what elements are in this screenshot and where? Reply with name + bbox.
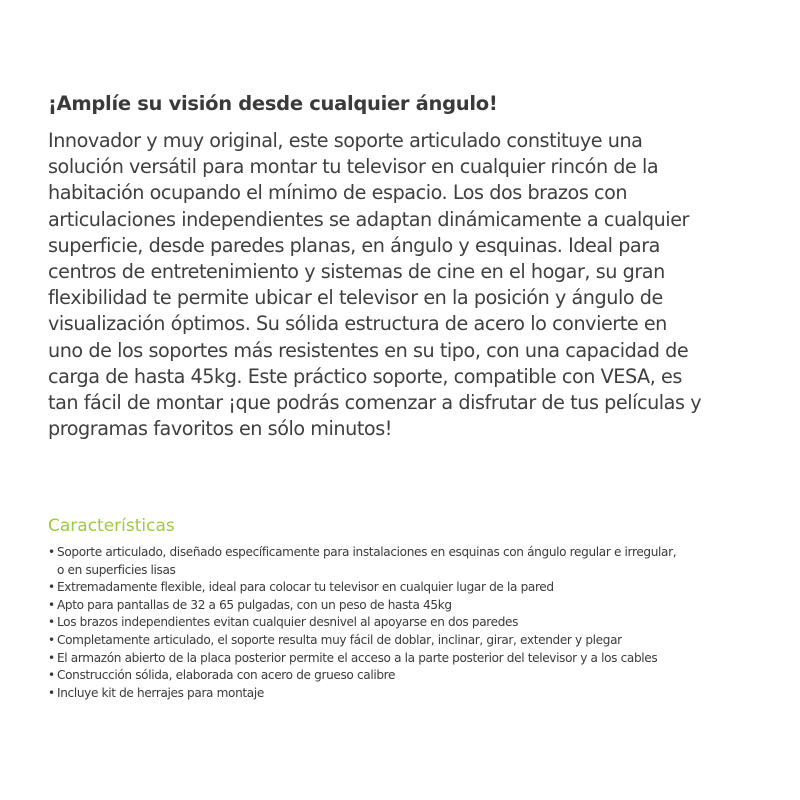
feature-item — [48, 614, 768, 632]
feature-text-continuation: o en superficies lisas — [57, 562, 176, 577]
intro-line: visualización óptimos. Su sólida estructura de acero lo convierte en — [48, 312, 667, 336]
intro-line: solución versátil para montar tu televisor en cualquier rincón de la — [48, 155, 659, 179]
bullet: • — [48, 580, 55, 595]
intro-paragraph — [48, 128, 760, 442]
bullet: • — [48, 668, 55, 683]
feature-item — [48, 650, 768, 668]
feature-item — [48, 544, 768, 579]
bullet: • — [48, 597, 55, 612]
intro-line: programas favoritos en sólo minutos! — [48, 417, 393, 441]
feature-text: Completamente articulado, el soporte resulta muy fácil de doblar, inclinar, girar, extender y plegar — [57, 632, 622, 647]
intro-line: centros de entretenimiento y sistemas de cine en el hogar, su gran — [48, 260, 665, 284]
feature-text: Apto para pantallas de 32 a 65 pulgadas, con un peso de hasta 45kg — [57, 597, 452, 612]
bullet: • — [48, 545, 55, 559]
product-description — [48, 0, 778, 800]
feature-text: Incluye kit de herrajes para montaje — [57, 685, 264, 700]
intro-line: flexibilidad te permite ubicar el televisor en la posición y ángulo de — [48, 286, 663, 310]
bullet: • — [48, 615, 55, 630]
feature-text: Construcción sólida, elaborada con acero de grueso calibre — [57, 668, 396, 683]
intro-line: habitación ocupando el mínimo de espacio. Los dos brazos con — [48, 181, 628, 205]
features-list — [48, 544, 768, 702]
feature-text: El armazón abierto de la placa posterior permite el acceso a la parte posterior del televisor y a los cables — [57, 650, 658, 665]
intro-line: articulaciones independientes se adaptan dinámicamente a cualquier — [48, 207, 689, 231]
feature-text: Extremadamente flexible, ideal para colocar tu televisor en cualquier lugar de la pared — [57, 580, 554, 595]
intro-line: uno de los soportes más resistentes en su tipo, con una capacidad de — [48, 338, 689, 362]
features-title: Características — [48, 516, 175, 536]
feature-item — [48, 667, 768, 685]
intro-line: superficie, desde paredes planas, en ángulo y esquinas. Ideal para — [48, 233, 660, 257]
feature-text: Los brazos independientes evitan cualquier desnivel al apoyarse en dos paredes — [57, 615, 519, 630]
feature-item — [48, 597, 768, 615]
intro-line: tan fácil de montar ¡que podrás comenzar a disfrutar de tus películas y — [48, 391, 702, 415]
feature-item — [48, 685, 768, 703]
bullet: • — [48, 632, 55, 647]
bullet: • — [48, 650, 55, 665]
feature-item — [48, 579, 768, 597]
intro-line: carga de hasta 45kg. Este práctico soporte, compatible con VESA, es — [48, 364, 682, 388]
feature-item — [48, 632, 768, 650]
feature-text: Soporte articulado, diseñado específicamente para instalaciones en esquinas con ángulo regular e irregular, — [57, 545, 677, 559]
intro-line: Innovador y muy original, este soporte articulado constituye una — [48, 129, 643, 152]
bullet: • — [48, 685, 55, 700]
headline: ¡Amplíe su visión desde cualquier ángulo! — [48, 92, 498, 115]
